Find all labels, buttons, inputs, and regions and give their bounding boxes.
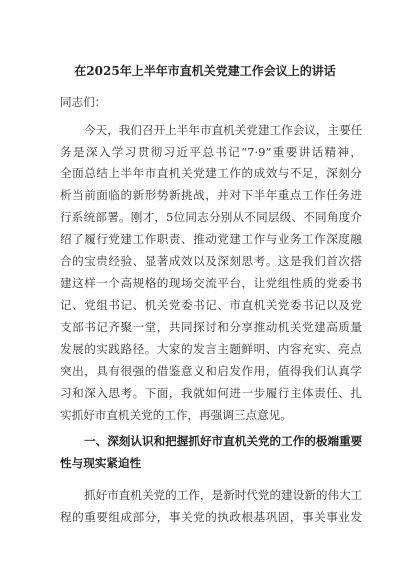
section-heading-line-1: 一、深刻认识和把握抓好市直机关党的工作的极端重要: [84, 434, 362, 448]
document-title: 在2025年上半年市直机关党建工作会议上的讲话: [74, 64, 336, 78]
paragraph-1-line-1: 今天，我们召开上半年市直机关党建工作会议，主要任: [84, 123, 362, 137]
paragraph-1-line-9: 记、党组书记、机关党委书记、市直机关党委书记以及党: [60, 298, 362, 312]
paragraph-2-line-2: 程的重要组成部分，事关党的执政根基巩固，事关事业发: [60, 510, 362, 524]
section-heading-line-2: 性与现实紧迫性: [60, 456, 142, 470]
paragraph-1-line-6: 绍了履行党建工作职责、推动党建工作与业务工作深度融: [60, 232, 362, 246]
paragraph-1-line-13: 习和深入思考。下面，我就如何进一步履行主体责任、扎: [60, 386, 362, 400]
paragraph-1-line-8: 建这样一个高规格的现场交流平台，让党组性质的党委书: [60, 276, 362, 290]
paragraph-1-line-4: 析当前面临的新形势新挑战，并对下半年重点工作任务进: [60, 188, 362, 202]
paragraph-1-line-2: 务是深入学习贯彻习近平总书记“7·9”重要讲话精神，: [60, 145, 362, 159]
paragraph-1-line-3: 全面总结上半年市直机关党建工作的成效与不足，深刻分: [60, 166, 362, 180]
paragraph-1-line-5: 行系统部署。刚才，5位同志分别从不同层级、不同角度介: [60, 210, 362, 224]
paragraph-2-line-1: 抓好市直机关党的工作，是新时代党的建设新的伟大工: [84, 488, 362, 502]
paragraph-1-line-14: 实抓好市直机关党的工作，再强调三点意见。: [60, 408, 292, 422]
paragraph-1-line-12: 突出，具有很强的借鉴意义和启发作用，值得我们认真学: [60, 364, 362, 378]
salutation: 同志们：: [60, 95, 107, 109]
paragraph-1-line-7: 合的宝贵经验、显著成效以及深刻思考。这是我们首次搭: [60, 254, 362, 268]
paragraph-1-line-11: 发展的实践路径。大家的发言主题鲜明、内容充实、亮点: [60, 342, 362, 356]
paragraph-1-line-10: 支部书记齐聚一堂，共同探讨和分享推动机关党建高质量: [60, 320, 362, 334]
